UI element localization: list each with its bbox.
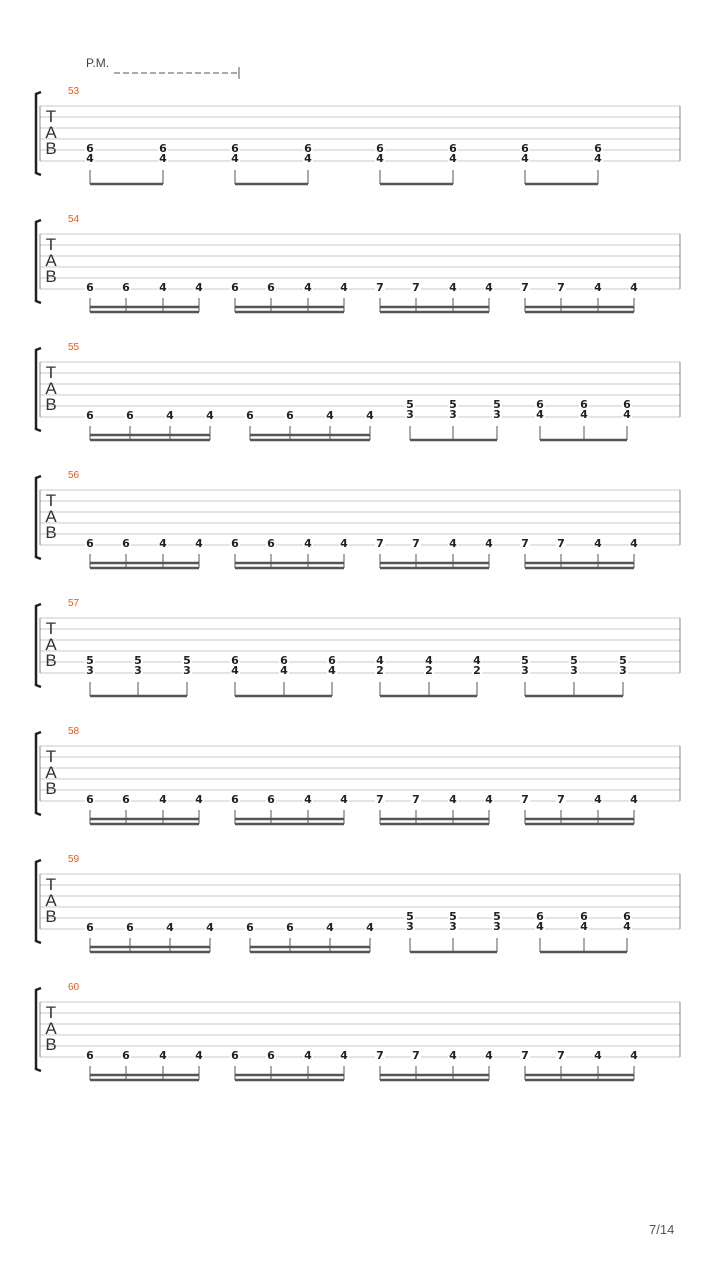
fret-number: 4: [304, 281, 312, 294]
tab-clef-letter: B: [45, 1035, 57, 1054]
tab-clef-letter: T: [45, 491, 57, 510]
fret-number: 4: [623, 408, 631, 421]
fret-number: 4: [630, 537, 638, 550]
fret-number: 6: [594, 142, 602, 155]
fret-number: 4: [376, 152, 384, 165]
measure-number: 53: [68, 86, 80, 97]
fret-number: 4: [485, 281, 493, 294]
fret-number: 5: [570, 654, 578, 667]
fret-number: 3: [406, 920, 414, 933]
fret-number: 5: [406, 910, 414, 923]
fret-number: 4: [521, 152, 529, 165]
fret-number: 2: [473, 664, 481, 677]
fret-number: 2: [376, 664, 384, 677]
palm-mute-label: P.M.: [86, 56, 110, 70]
fret-number: 7: [376, 1049, 384, 1062]
fret-number: 5: [406, 398, 414, 411]
fret-number: 4: [580, 920, 588, 933]
fret-number: 4: [630, 793, 638, 806]
fret-number: 4: [366, 409, 374, 422]
fret-number: 6: [231, 537, 239, 550]
fret-number: 4: [304, 537, 312, 550]
fret-number: 6: [231, 793, 239, 806]
tab-clef-letter: A: [45, 379, 57, 398]
fret-number: 6: [86, 921, 94, 934]
fret-number: 4: [485, 537, 493, 550]
measure-number: 54: [68, 214, 80, 225]
fret-number: 7: [376, 793, 384, 806]
fret-number: 6: [122, 1049, 130, 1062]
fret-number: 6: [122, 793, 130, 806]
tab-clef-letter: A: [45, 763, 57, 782]
tab-clef-letter: T: [45, 747, 57, 766]
fret-number: 7: [376, 537, 384, 550]
fret-number: 3: [86, 664, 94, 677]
fret-number: 6: [286, 921, 294, 934]
tab-clef-letter: A: [45, 507, 57, 526]
fret-number: 7: [376, 281, 384, 294]
fret-number: 6: [231, 654, 239, 667]
fret-number: 6: [536, 398, 544, 411]
fret-number: 5: [134, 654, 142, 667]
measure-number: 58: [68, 726, 80, 737]
fret-number: 4: [630, 281, 638, 294]
fret-number: 6: [376, 142, 384, 155]
fret-number: 4: [159, 152, 167, 165]
fret-number: 7: [557, 1049, 565, 1062]
measure-number: 57: [68, 598, 80, 609]
tab-clef-letter: B: [45, 395, 57, 414]
fret-number: 7: [557, 793, 565, 806]
fret-number: 4: [304, 1049, 312, 1062]
fret-number: 4: [328, 664, 336, 677]
measure-number: 55: [68, 342, 80, 353]
fret-number: 5: [521, 654, 529, 667]
fret-number: 4: [340, 1049, 348, 1062]
fret-number: 6: [267, 793, 275, 806]
tab-clef-letter: B: [45, 139, 57, 158]
fret-number: 4: [425, 654, 433, 667]
fret-number: 4: [449, 537, 457, 550]
tab-clef-letter: B: [45, 267, 57, 286]
fret-number: 6: [86, 1049, 94, 1062]
fret-number: 4: [449, 152, 457, 165]
fret-number: 4: [366, 921, 374, 934]
fret-number: 5: [493, 398, 501, 411]
fret-number: 3: [406, 408, 414, 421]
measure-number: 60: [68, 982, 80, 993]
fret-number: 7: [521, 1049, 529, 1062]
fret-number: 4: [449, 1049, 457, 1062]
fret-number: 6: [280, 654, 288, 667]
fret-number: 7: [521, 537, 529, 550]
fret-number: 4: [623, 920, 631, 933]
fret-number: 7: [557, 281, 565, 294]
fret-number: 4: [195, 1049, 203, 1062]
fret-number: 5: [493, 910, 501, 923]
fret-number: 4: [594, 152, 602, 165]
fret-number: 4: [326, 921, 334, 934]
fret-number: 7: [521, 281, 529, 294]
fret-number: 6: [126, 921, 134, 934]
fret-number: 3: [521, 664, 529, 677]
fret-number: 7: [412, 793, 420, 806]
fret-number: 7: [521, 793, 529, 806]
fret-number: 3: [449, 920, 457, 933]
fret-number: 6: [86, 409, 94, 422]
fret-number: 6: [328, 654, 336, 667]
fret-number: 4: [159, 793, 167, 806]
fret-number: 6: [623, 398, 631, 411]
fret-number: 4: [449, 793, 457, 806]
fret-number: 6: [286, 409, 294, 422]
fret-number: 6: [86, 793, 94, 806]
fret-number: 2: [425, 664, 433, 677]
fret-number: 4: [231, 152, 239, 165]
fret-number: 4: [376, 654, 384, 667]
fret-number: 4: [195, 793, 203, 806]
fret-number: 6: [231, 1049, 239, 1062]
fret-number: 4: [159, 537, 167, 550]
fret-number: 6: [623, 910, 631, 923]
fret-number: 4: [340, 537, 348, 550]
tab-clef-letter: B: [45, 523, 57, 542]
fret-number: 6: [246, 409, 254, 422]
fret-number: 4: [594, 793, 602, 806]
tab-clef-letter: T: [45, 1003, 57, 1022]
fret-number: 4: [86, 152, 94, 165]
tab-clef-letter: A: [45, 251, 57, 270]
fret-number: 3: [493, 920, 501, 933]
fret-number: 6: [580, 398, 588, 411]
tab-clef-letter: A: [45, 891, 57, 910]
fret-number: 7: [412, 537, 420, 550]
fret-number: 6: [231, 281, 239, 294]
tab-clef-letter: B: [45, 907, 57, 926]
fret-number: 4: [630, 1049, 638, 1062]
fret-number: 4: [536, 920, 544, 933]
fret-number: 6: [122, 281, 130, 294]
fret-number: 6: [304, 142, 312, 155]
fret-number: 6: [521, 142, 529, 155]
tab-clef-letter: A: [45, 1019, 57, 1038]
fret-number: 7: [557, 537, 565, 550]
measure-number: 59: [68, 854, 80, 865]
fret-number: 4: [485, 1049, 493, 1062]
fret-number: 6: [122, 537, 130, 550]
fret-number: 4: [485, 793, 493, 806]
fret-number: 6: [86, 142, 94, 155]
fret-number: 6: [231, 142, 239, 155]
fret-number: 6: [126, 409, 134, 422]
fret-number: 3: [449, 408, 457, 421]
tab-clef-letter: A: [45, 123, 57, 142]
fret-number: 5: [449, 910, 457, 923]
fret-number: 7: [412, 281, 420, 294]
fret-number: 4: [195, 281, 203, 294]
fret-number: 4: [594, 1049, 602, 1062]
fret-number: 3: [493, 408, 501, 421]
fret-number: 4: [580, 408, 588, 421]
fret-number: 3: [183, 664, 191, 677]
fret-number: 4: [280, 664, 288, 677]
fret-number: 4: [326, 409, 334, 422]
fret-number: 4: [340, 793, 348, 806]
fret-number: 4: [231, 664, 239, 677]
tab-clef-letter: A: [45, 635, 57, 654]
fret-number: 4: [536, 408, 544, 421]
fret-number: 6: [449, 142, 457, 155]
fret-number: 4: [206, 409, 214, 422]
fret-number: 4: [594, 537, 602, 550]
fret-number: 3: [570, 664, 578, 677]
tab-clef-letter: B: [45, 651, 57, 670]
fret-number: 4: [473, 654, 481, 667]
fret-number: 4: [304, 152, 312, 165]
fret-number: 4: [195, 537, 203, 550]
fret-number: 3: [134, 664, 142, 677]
fret-number: 6: [267, 281, 275, 294]
fret-number: 4: [166, 921, 174, 934]
tab-clef-letter: T: [45, 107, 57, 126]
fret-number: 6: [580, 910, 588, 923]
fret-number: 6: [267, 1049, 275, 1062]
fret-number: 6: [86, 281, 94, 294]
tab-clef-letter: T: [45, 235, 57, 254]
fret-number: 6: [536, 910, 544, 923]
fret-number: 4: [206, 921, 214, 934]
fret-number: 7: [412, 1049, 420, 1062]
fret-number: 4: [449, 281, 457, 294]
tab-clef-letter: T: [45, 619, 57, 638]
fret-number: 6: [86, 537, 94, 550]
fret-number: 5: [449, 398, 457, 411]
fret-number: 4: [594, 281, 602, 294]
fret-number: 4: [159, 1049, 167, 1062]
fret-number: 4: [340, 281, 348, 294]
tab-clef-letter: B: [45, 779, 57, 798]
fret-number: 5: [86, 654, 94, 667]
measure-number: 56: [68, 470, 80, 481]
tab-clef-letter: T: [45, 363, 57, 382]
page-number: 7/14: [649, 1222, 675, 1237]
fret-number: 6: [267, 537, 275, 550]
fret-number: 5: [619, 654, 627, 667]
fret-number: 5: [183, 654, 191, 667]
fret-number: 4: [166, 409, 174, 422]
fret-number: 6: [246, 921, 254, 934]
fret-number: 4: [304, 793, 312, 806]
fret-number: 4: [159, 281, 167, 294]
fret-number: 6: [159, 142, 167, 155]
tab-clef-letter: T: [45, 875, 57, 894]
fret-number: 3: [619, 664, 627, 677]
